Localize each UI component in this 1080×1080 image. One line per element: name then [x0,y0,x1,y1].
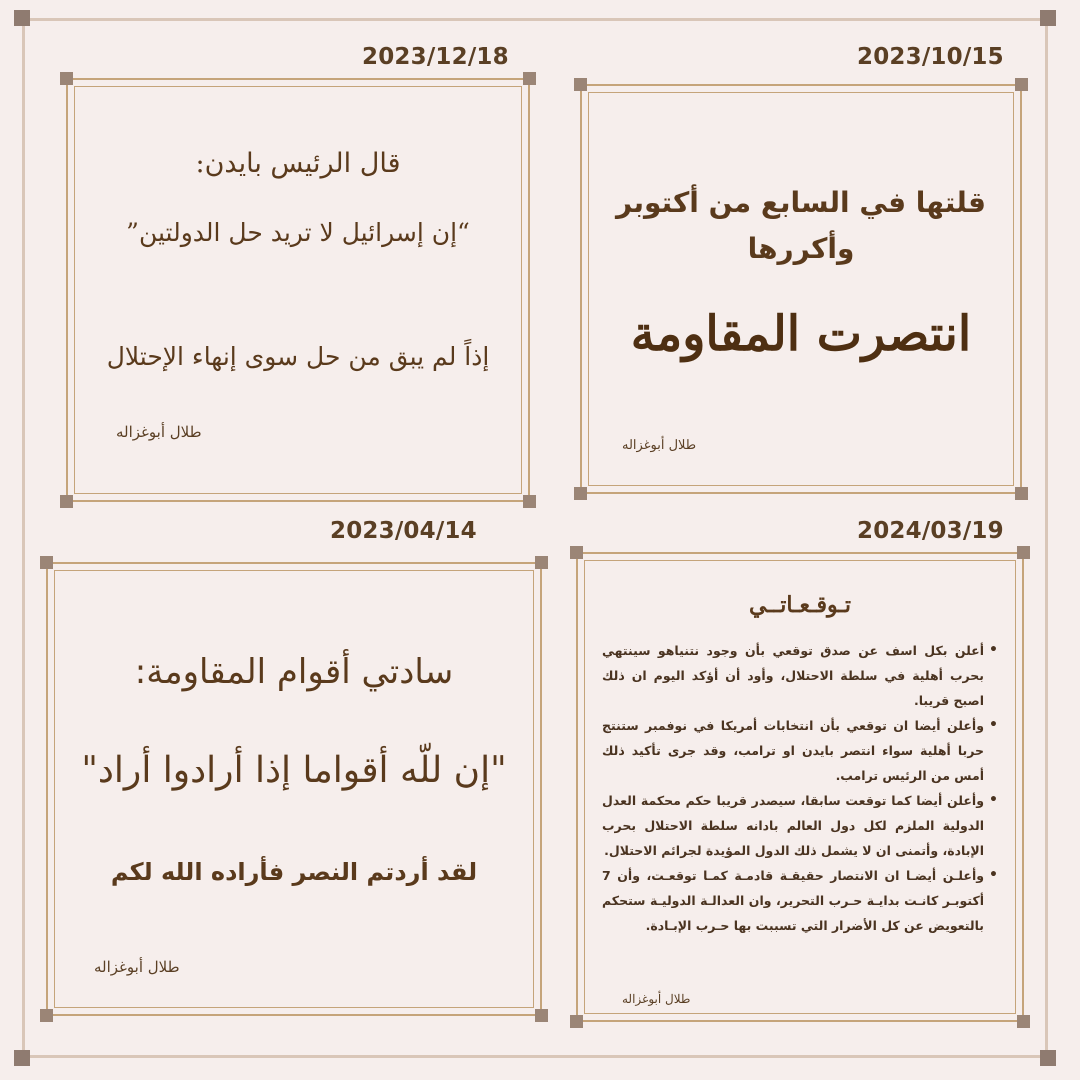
card-predictions [576,552,1024,1022]
card-biden-quote [66,78,530,502]
biden-intro: قال الرئيس بايدن: [195,148,401,179]
headline: انتصرت المقاومة [630,306,972,362]
corner-ornament [14,10,30,26]
signature: طلال أبوغزاله [94,958,180,976]
signature: طلال أبوغزاله [116,423,202,441]
date-top-left: 2023/12/18 [362,44,509,70]
peoples-line: لقد أردتم النصر فأراده الله لكم [110,858,478,886]
list-item: • وأعلـن أيضـا ان الانتصار حقيقـة قادمـة كمـا توقعـت، وأن 7 أكتوبـر كانـت بدايـة حـرب التحرير، وان العدالـة الدوليـة ستحكم بالتعويض عن كل الأضرار التي تسببت بها حـرب الإبـادة. [602,863,998,938]
statement-line-1: قلتها في السابع من أكتوبر [616,186,986,219]
corner-ornament [1040,10,1056,26]
biden-quote: “إن إسرائيل لا تريد حل الدولتين” [126,218,470,247]
peoples-quote: "إن للّه أقواما إذا أرادوا أراد" [81,750,507,791]
date-bottom-left: 2023/04/14 [330,518,477,544]
list-item: • وأعلن أيضا ان توقعي بأن انتخابات أمريكا في نوفمبر ستنتج حربا أهلية سواء انتصر بايدن او ترامب، وقد جرى تأكيد ذلك أمس من الرئيس ترامب. [602,713,998,788]
predictions-list [602,638,998,938]
card-resistance-won [580,84,1022,494]
list-item: • أعلن بكل اسف عن صدق توقعي بأن وجود نتنياهو سينتهي بحرب أهلية في سلطة الاحتلال، وأود أن أؤكد اليوم ان ذلك اصبح قريبا. [602,638,998,713]
signature: طلال أبوغزاله [622,992,691,1006]
predictions-title: تـوقـعـاتــي [748,592,851,618]
card-resistance-peoples [46,562,542,1016]
peoples-title: سادتي أقوام المقاومة: [134,652,454,692]
date-bottom-right: 2024/03/19 [857,518,1004,544]
date-top-right: 2023/10/15 [857,44,1004,70]
corner-ornament [14,1050,30,1066]
signature: طلال أبوغزاله [622,438,697,453]
biden-conclusion: إذاً لم يبق من حل سوى إنهاء الإحتلال [106,342,490,371]
corner-ornament [1040,1050,1056,1066]
list-item: • وأعلن أيضا كما توقعت سابقا، سيصدر قريبا حكم محكمة العدل الدولية الملزم لكل دول العالم بادانه سلطة الاحتلال بحرب الإبادة، وأتمنى ان لا يشمل ذلك الدول المؤيدة لجرائم الاحتلال. [602,788,998,863]
statement-line-2: وأكررها [747,232,855,265]
